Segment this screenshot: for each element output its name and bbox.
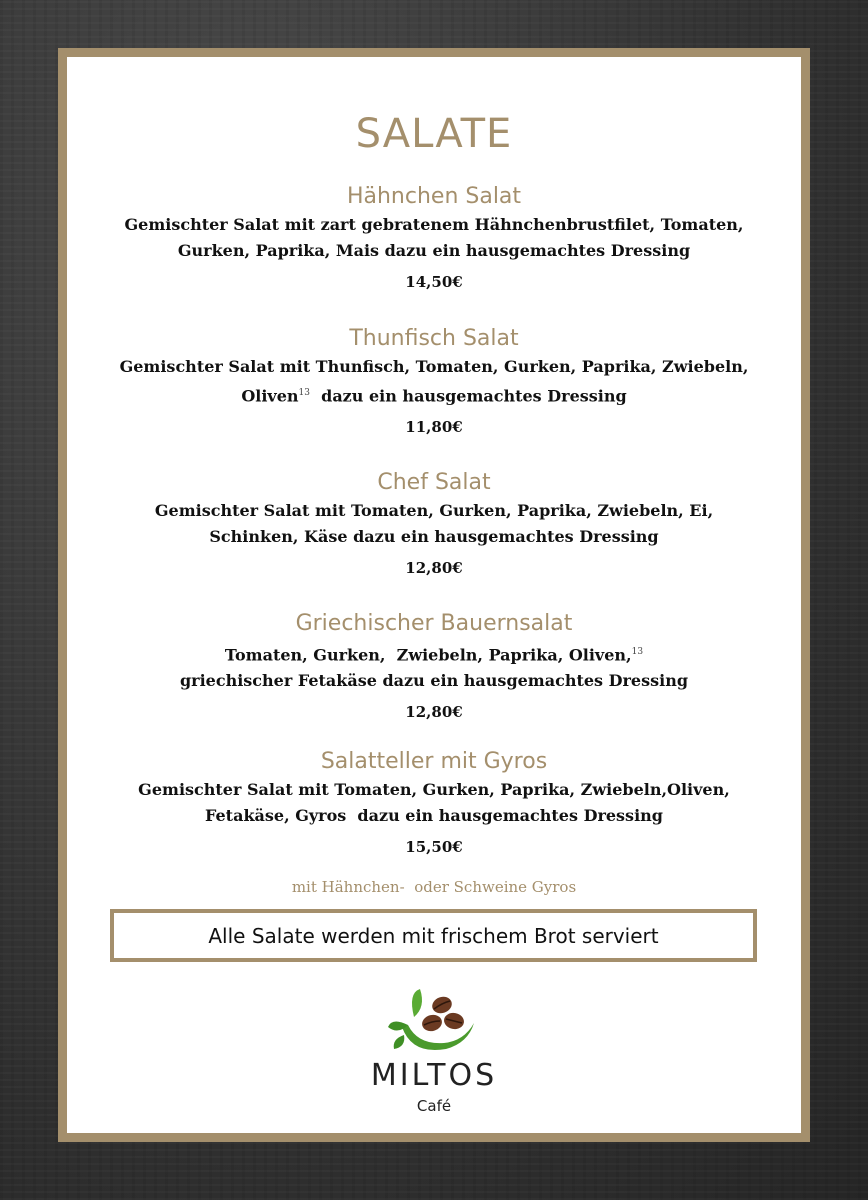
dish-salatteller-mit-gyros [67,749,801,857]
dish-name: Thunfisch Salat [349,326,519,351]
dish-price: 15,50€ [405,838,463,856]
dish-price: 11,80€ [405,418,463,437]
gyros-option-note: mit Hähnchen- oder Schweine Gyros [291,878,577,896]
dish-haehnchen-salat [67,184,801,292]
dish-griechischer-bauernsalat [67,611,801,722]
dish-thunfisch-salat [67,326,801,437]
dish-name: Griechischer Bauernsalat [295,611,573,636]
allergen-footnote: 13 [298,388,310,398]
dish-price: 12,80€ [405,559,463,577]
dish-name: Chef Salat [377,470,491,495]
menu-card-frame [58,48,810,1142]
dish-description: Gemischter Salat mit zart gebratenem Hähnchenbrustfilet, Tomaten, Gurken, Paprika, Mais dazu ein hausgemachtes Dressing [124,215,744,260]
cafe-logo [67,987,801,1115]
bread-notice-text: Alle Salate werden mit frischem Brot serviert [208,923,659,948]
dish-price: 12,80€ [405,703,463,722]
dish-chef-salat [67,470,801,578]
menu-title: SALATE [355,111,513,157]
dish-name: Salatteller mit Gyros [320,749,548,774]
dish-description: Gemischter Salat mit Tomaten, Gurken, Paprika, Zwiebeln,Oliven, Fetakäse, Gyros dazu ein hausgemachtes Dressing [138,780,730,825]
menu-card [67,57,801,1133]
logo-subtitle: Café [416,1097,452,1115]
dish-description: Tomaten, Gurken, Zwiebeln, Paprika, Oliven,$^{13}$ griechischer Fetakäse dazu ein hausgemachtes Dressing [179,645,689,691]
dish-description: Gemischter Salat mit Tomaten, Gurken, Paprika, Zwiebeln, Ei, Schinken, Käse dazu ein hausgemachtes Dressing [154,501,714,546]
logo-name: MILTOS [370,1058,498,1093]
coffee-beans-leaves-logo-icon [384,987,484,1057]
dish-description: Gemischter Salat mit Thunfisch, Tomaten, Gurken, Paprika, Zwiebeln, Oliven$^{13}$ dazu ein hausgemachtes Dressing [119,357,749,406]
bread-notice-box [110,909,757,962]
allergen-footnote: 13 [631,647,644,657]
dish-name: Hähnchen Salat [346,184,522,209]
dish-price: 14,50€ [405,273,463,291]
